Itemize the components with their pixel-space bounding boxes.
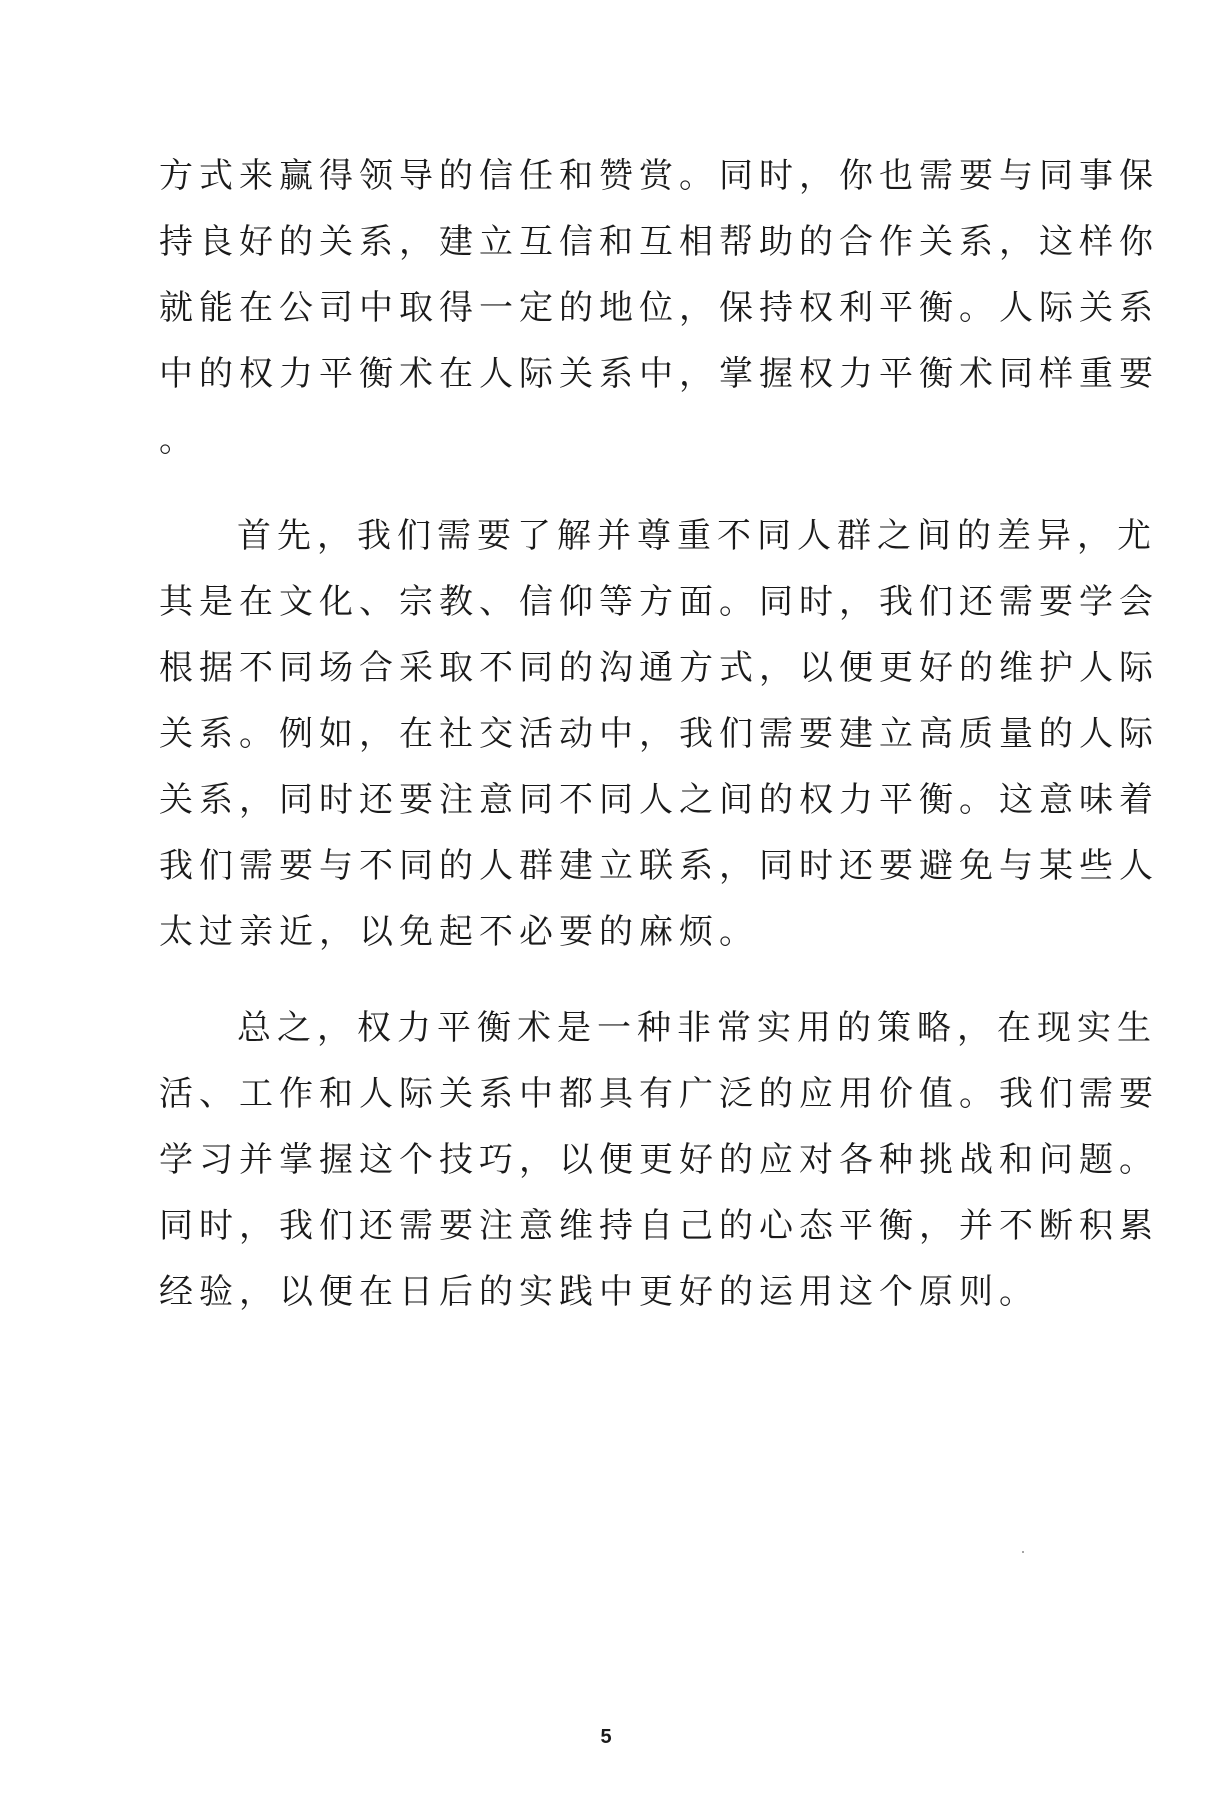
- paragraph-line: 关系，同时还要注意同不同人之间的权力平衡。这意味着: [159, 780, 1159, 820]
- paragraph-line: 我们需要与不同的人群建立联系，同时还要避免与某些人: [159, 846, 1159, 886]
- paragraph-line: 太过亲近，以免起不必要的麻烦。: [159, 912, 759, 952]
- scan-speck: [1022, 1551, 1024, 1553]
- paragraph-line: 总之，权力平衡术是一种非常实用的策略，在现实生: [237, 1008, 1157, 1048]
- paragraph-line: 活、工作和人际关系中都具有广泛的应用价值。我们需要: [159, 1074, 1159, 1114]
- paragraph-line: 首先，我们需要了解并尊重不同人群之间的差异，尤: [237, 516, 1157, 556]
- paragraph-line: 方式来赢得领导的信任和赞赏。同时，你也需要与同事保: [159, 156, 1159, 196]
- paragraph-line: 学习并掌握这个技巧，以便更好的应对各种挑战和问题。: [159, 1140, 1159, 1180]
- paragraph-line: 关系。例如，在社交活动中，我们需要建立高质量的人际: [159, 714, 1159, 754]
- body-text: [159, 143, 1159, 1325]
- paragraph-line: 经验，以便在日后的实践中更好的运用这个原则。: [159, 1272, 1039, 1312]
- paragraph-line: 中的权力平衡术在人际关系中，掌握权力平衡术同样重要: [159, 354, 1159, 394]
- paragraph-line: 就能在公司中取得一定的地位，保持权利平衡。人际关系: [159, 288, 1159, 328]
- paragraph-line: 。: [159, 420, 199, 460]
- page-number: 5: [600, 1726, 612, 1748]
- paragraph-line: 同时，我们还需要注意维持自己的心态平衡，并不断积累: [159, 1206, 1159, 1246]
- paragraph-line: 持良好的关系，建立互信和互相帮助的合作关系，这样你: [159, 222, 1159, 262]
- paragraph-3: [159, 995, 1159, 1325]
- paragraph-1: [159, 143, 1159, 473]
- paragraph-line: 根据不同场合采取不同的沟通方式，以便更好的维护人际: [159, 648, 1159, 688]
- paragraph-line: 其是在文化、宗教、信仰等方面。同时，我们还需要学会: [159, 582, 1159, 622]
- paragraph-2: [159, 503, 1159, 965]
